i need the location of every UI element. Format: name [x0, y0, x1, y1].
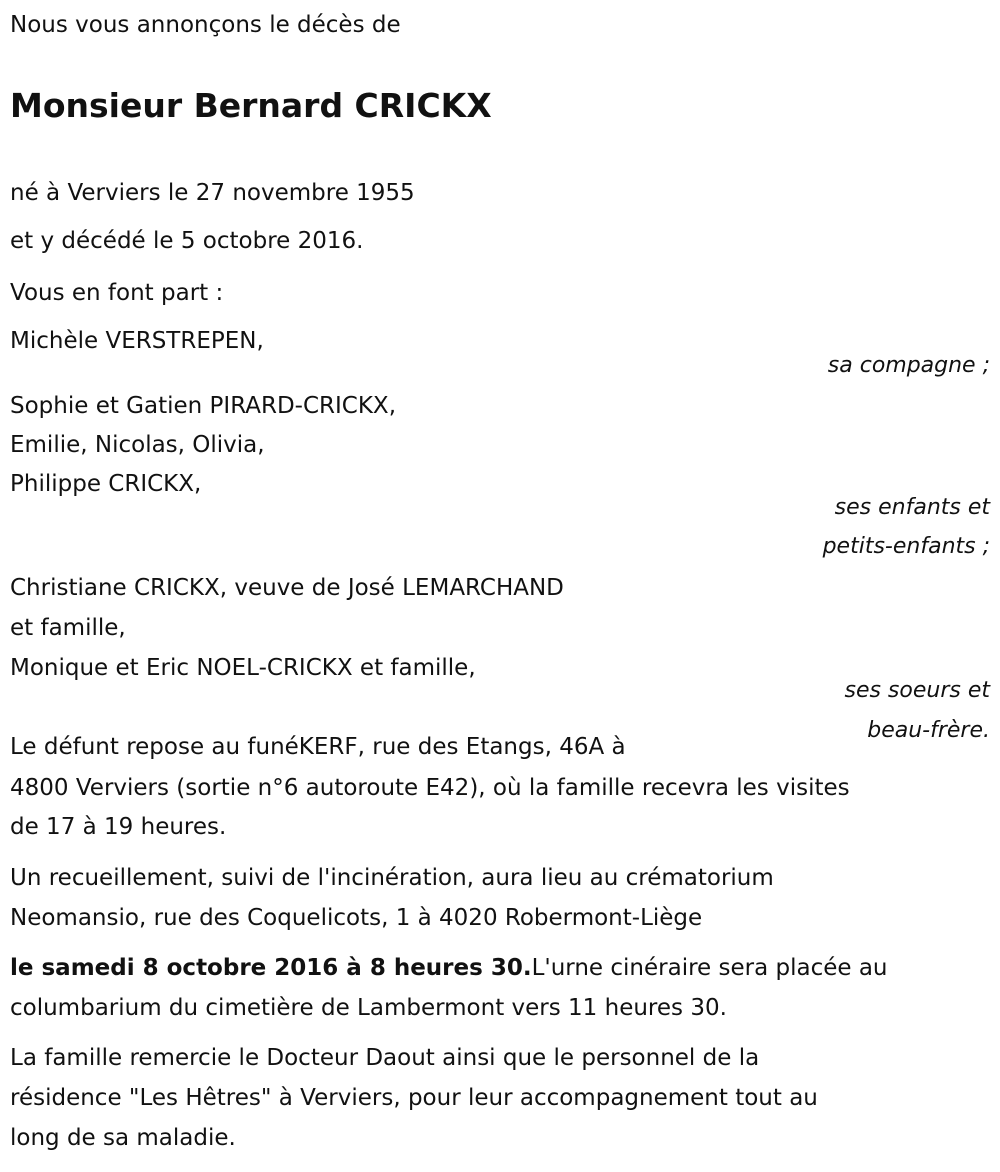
ceremony-text: Neomansio, rue des Coquelicots, 1 à 4020 Robermont-Liège	[10, 905, 703, 931]
thanks-text: résidence "Les Hêtres" à Verviers, pour leur accompagnement tout au	[10, 1085, 818, 1111]
family-name: Emilie, Nicolas, Olivia,	[10, 432, 265, 458]
family-name: Michèle VERSTREPEN,	[10, 328, 264, 354]
death-text: et y décédé le 5 octobre 2016.	[10, 228, 364, 254]
repose-text: Le défunt repose au funéKERF, rue des Etangs, 46A à	[10, 734, 626, 760]
family-name: et famille,	[10, 615, 126, 641]
family-name: Monique et Eric NOEL-CRICKX et famille,	[10, 655, 476, 681]
relation-text: beau-frère.	[867, 718, 990, 743]
family-name: Philippe CRICKX,	[10, 471, 202, 497]
announce-text: Vous en font part :	[10, 280, 224, 306]
ceremony-date-line	[10, 953, 888, 983]
relation-text: ses enfants et	[834, 495, 990, 520]
urn-text: L'urne cinéraire sera placée au	[531, 955, 888, 981]
birth-text: né à Verviers le 27 novembre 1955	[10, 180, 415, 206]
family-name: Christiane CRICKX, veuve de José LEMARCHAND	[10, 575, 564, 601]
intro-text: Nous vous annonçons le décès de	[10, 12, 401, 38]
ceremony-text: Un recueillement, suivi de l'incinération, aura lieu au crématorium	[10, 865, 774, 891]
relation-text: sa compagne ;	[827, 353, 990, 378]
relation-text: ses soeurs et	[844, 678, 990, 703]
thanks-text: La famille remercie le Docteur Daout ainsi que le personnel de la	[10, 1045, 760, 1071]
thanks-text: long de sa maladie.	[10, 1125, 236, 1151]
deceased-name: Monsieur Bernard CRICKX	[10, 86, 492, 125]
ceremony-date: le samedi 8 octobre 2016 à 8 heures 30.	[10, 955, 532, 981]
urn-text: columbarium du cimetière de Lambermont vers 11 heures 30.	[10, 995, 727, 1021]
relation-text: petits-enfants ;	[822, 534, 990, 559]
family-name: Sophie et Gatien PIRARD-CRICKX,	[10, 393, 397, 419]
repose-text: de 17 à 19 heures.	[10, 814, 227, 840]
repose-text: 4800 Verviers (sortie n°6 autoroute E42), où la famille recevra les visites	[10, 775, 850, 801]
